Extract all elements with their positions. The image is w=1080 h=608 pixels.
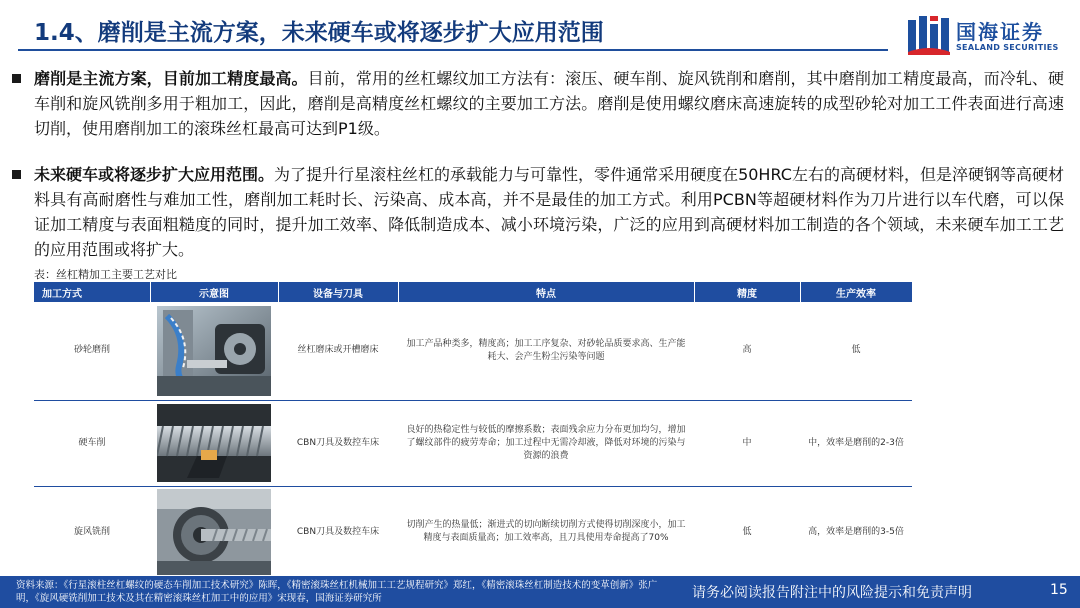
bullet-square <box>12 170 21 179</box>
title-divider <box>18 49 888 51</box>
efficiency-cell: 高，效率是磨削的3-5倍 <box>800 486 912 578</box>
footer-sources: 资料来源：《行星滚柱丝杠螺纹的硬态车削加工技术研究》陈晖，《精密滚珠丝杠机械加工工艺规程研究》郑红，《精密滚珠丝杠制造技术的变革创新》张广明，《旋风硬铣削加工技术及其在精密滚珠丝杠加工中的应用》宋现春，国海证券研究所 <box>16 580 658 604</box>
table-row <box>34 400 912 486</box>
column-header: 特点 <box>398 282 694 302</box>
page-number: 15 <box>1050 582 1068 598</box>
paragraph-lead: 磨削是主流方案，目前加工精度最高。 <box>34 69 308 88</box>
paragraph-body: 为了提升行星滚柱丝杠的承载能力与可靠性，零件通常采用硬度在50HRC左右的高硬材料，但是淬硬钢等高硬材料具有高耐磨性与难加工性，磨削加工耗时长、污染高、成本高，并不是最佳的加工方式。利用PCBN等超硬材料作为刀片进行以车代磨，可以保证加工精度与表面粗糙度的同时，提升加工效率、降低制造成本、减小环境污染，广泛的应用到高硬材料加工制造的各个领域，未来硬车加工工艺的应用范围或将扩大。 <box>34 165 1064 259</box>
equipment-cell: CBN刀具及数控车床 <box>278 486 398 578</box>
column-header: 加工方式 <box>34 282 150 302</box>
table-caption: 表：丝杠精加工主要工艺对比 <box>34 268 177 281</box>
column-header: 示意图 <box>150 282 278 302</box>
page-header <box>0 0 1080 60</box>
company-logo <box>906 14 1066 58</box>
sealand-logo-icon <box>906 14 952 56</box>
bullet-square <box>12 74 21 83</box>
equipment-cell: CBN刀具及数控车床 <box>278 400 398 486</box>
method-cell: 砂轮磨削 <box>34 302 150 400</box>
equipment-cell: 丝杠磨床或开槽磨床 <box>278 302 398 400</box>
footer-disclaimer: 请务必阅读报告附注中的风险提示和免责声明 <box>692 585 972 601</box>
precision-cell: 中 <box>694 400 800 486</box>
paragraph-body: 目前，常用的丝杠螺纹加工方法有：滚压、硬车削、旋风铣削和磨削，其中磨削加工精度最高，而冷轧、硬车削和旋风铣削多用于粗加工，因此，磨削是高精度丝杠螺纹的主要加工方法。磨削是使用螺纹磨床高速旋转的成型砂轮对加工工件表面进行高速切削，使用磨削加工的滚珠丝杠最高可达到P1级。 <box>34 69 1064 138</box>
table-row <box>34 302 912 400</box>
method-cell: 硬车削 <box>34 400 150 486</box>
features-cell: 良好的热稳定性与较低的摩擦系数；表面残余应力分布更加均匀，增加了螺纹部件的疲劳寿命；加工过程中无需冷却液，降低对环境的污染与资源的浪费 <box>398 400 694 486</box>
paragraph-lead: 未来硬车或将逐步扩大应用范围。 <box>34 165 275 184</box>
grinding-machine-photo-icon <box>157 306 271 396</box>
hard-turning-photo-icon <box>157 404 271 482</box>
column-header: 生产效率 <box>800 282 912 302</box>
whirlwind-milling-photo-icon <box>157 489 271 575</box>
table-row <box>34 486 912 578</box>
column-header: 设备与刀具 <box>278 282 398 302</box>
logo-text-en: SEALAND SECURITIES <box>956 43 1059 52</box>
logo-text-cn: 国海证券 <box>956 20 1044 44</box>
image-cell <box>150 486 278 578</box>
column-header: 精度 <box>694 282 800 302</box>
features-cell: 切削产生的热量低；渐进式的切向断续切削方式使得切削深度小，加工精度与表面质量高；加工效率高，且刀具使用寿命提高了70% <box>398 486 694 578</box>
features-cell: 加工产品种类多，精度高；加工工序复杂、对砂轮品质要求高、生产能耗大、会产生粉尘污染等问题 <box>398 302 694 400</box>
precision-cell: 低 <box>694 486 800 578</box>
image-cell <box>150 302 278 400</box>
page-footer <box>0 576 1080 608</box>
table-header-row <box>34 282 912 302</box>
page-title: 1.4、磨削是主流方案，未来硬车或将逐步扩大应用范围 <box>34 20 604 46</box>
efficiency-cell: 低 <box>800 302 912 400</box>
paragraph-grinding <box>34 66 1064 141</box>
paragraph-hard-turning <box>34 162 1064 262</box>
precision-cell: 高 <box>694 302 800 400</box>
process-comparison-table <box>34 282 913 579</box>
method-cell: 旋风铣削 <box>34 486 150 578</box>
image-cell <box>150 400 278 486</box>
efficiency-cell: 中，效率是磨削的2-3倍 <box>800 400 912 486</box>
